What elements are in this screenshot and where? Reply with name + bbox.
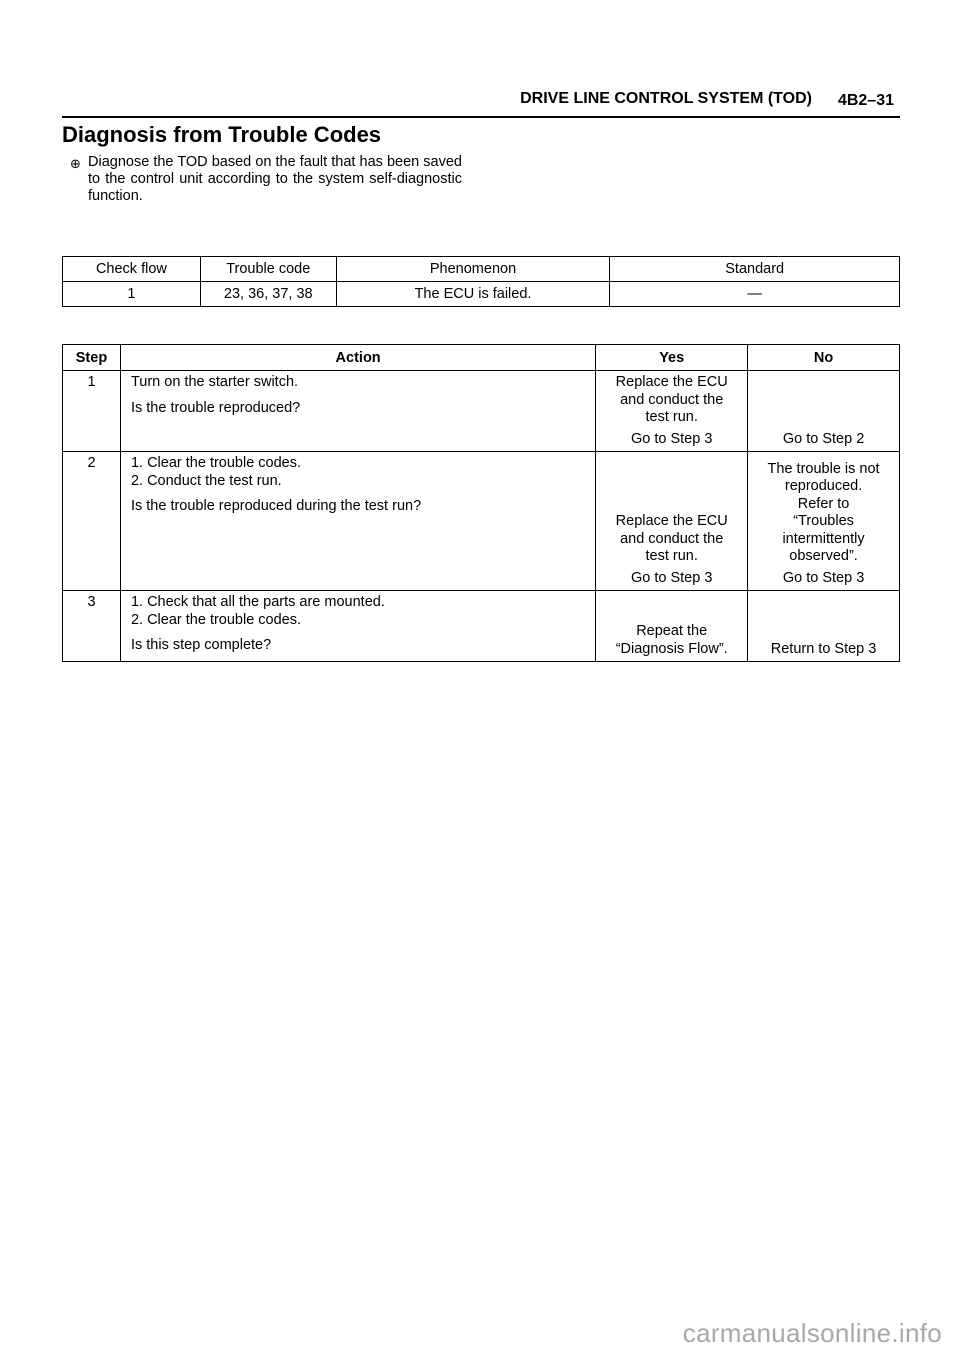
table-row <box>63 282 900 307</box>
table-cell: 1 <box>63 282 201 307</box>
no-cell <box>748 371 900 452</box>
header-cell: Yes <box>596 345 748 371</box>
table-row <box>63 591 900 662</box>
no-next-step: Return to Step 3 <box>770 640 877 657</box>
header-cell: Phenomenon <box>336 257 610 282</box>
circle-cross-bullet-icon: ⊕ <box>70 156 81 171</box>
table-header-row <box>63 257 900 282</box>
step-number: 1 <box>63 371 121 452</box>
action-cell <box>120 371 595 452</box>
intro-bullet <box>70 154 462 205</box>
no-line: intermittently <box>782 530 865 547</box>
table-row <box>63 371 900 452</box>
yes-next-step: Go to Step 3 <box>630 569 713 586</box>
yes-line: Repeat the <box>636 623 708 639</box>
action-question: Is the trouble reproduced during the test run? <box>130 498 422 514</box>
header-cell: Standard <box>610 257 900 282</box>
yes-line: test run. <box>645 409 698 425</box>
no-line: “Troubles <box>793 513 854 529</box>
diagnosis-step-table <box>62 344 900 662</box>
header-cell: No <box>748 345 900 371</box>
action-cell <box>120 452 595 591</box>
no-next-step: Go to Step 3 <box>782 569 865 586</box>
action-line: 1. Check that all the parts are mounted. <box>130 594 385 610</box>
yes-cell <box>596 591 748 662</box>
header-cell: Check flow <box>63 257 201 282</box>
table-cell: 23, 36, 37, 38 <box>200 282 336 307</box>
header-cell: Step <box>63 345 121 371</box>
yes-next-step: Go to Step 3 <box>630 430 713 447</box>
action-cell <box>120 591 595 662</box>
yes-line: Replace the ECU <box>615 513 728 529</box>
no-next-step: Go to Step 2 <box>782 430 865 447</box>
header-cell: Action <box>120 345 595 371</box>
section-title: DRIVE LINE CONTROL SYSTEM (TOD) <box>520 90 812 107</box>
no-line: observed”. <box>789 548 858 564</box>
page-title: Diagnosis from Trouble Codes <box>62 122 382 147</box>
step-number: 3 <box>63 591 121 662</box>
yes-line: test run. <box>645 548 698 564</box>
action-line: 2. Clear the trouble codes. <box>130 611 302 628</box>
table-row <box>63 452 900 591</box>
table-cell: The ECU is failed. <box>336 282 610 307</box>
header-cell: Trouble code <box>200 257 336 282</box>
action-question: Is this step complete? <box>130 637 272 653</box>
no-line: The trouble is not <box>767 460 880 477</box>
yes-cell <box>596 371 748 452</box>
action-line: 2. Conduct the test run. <box>130 472 282 489</box>
yes-cell <box>596 452 748 591</box>
no-line: reproduced. <box>784 478 863 494</box>
table-cell: — <box>610 282 900 307</box>
page-number: 4B2–31 <box>837 92 894 109</box>
action-line: 1. Clear the trouble codes. <box>130 455 302 471</box>
no-cell <box>748 591 900 662</box>
watermark: carmanualsonline.info <box>682 1318 942 1348</box>
table-header-row <box>63 345 900 371</box>
yes-line: and conduct the <box>620 530 724 547</box>
action-question: Is the trouble reproduced? <box>130 399 301 416</box>
yes-line: “Diagnosis Flow”. <box>615 640 728 657</box>
step-number: 2 <box>63 452 121 591</box>
yes-line: Replace the ECU <box>615 374 728 390</box>
no-line: Refer to <box>797 495 850 512</box>
trouble-code-table <box>62 256 900 307</box>
action-line: Turn on the starter switch. <box>130 374 299 390</box>
no-cell <box>748 452 900 591</box>
page-header <box>62 86 900 118</box>
yes-line: and conduct the <box>620 391 724 408</box>
intro-text: Diagnose the TOD based on the fault that has been saved to the control unit according to the system self-diagnostic function. <box>88 154 462 204</box>
